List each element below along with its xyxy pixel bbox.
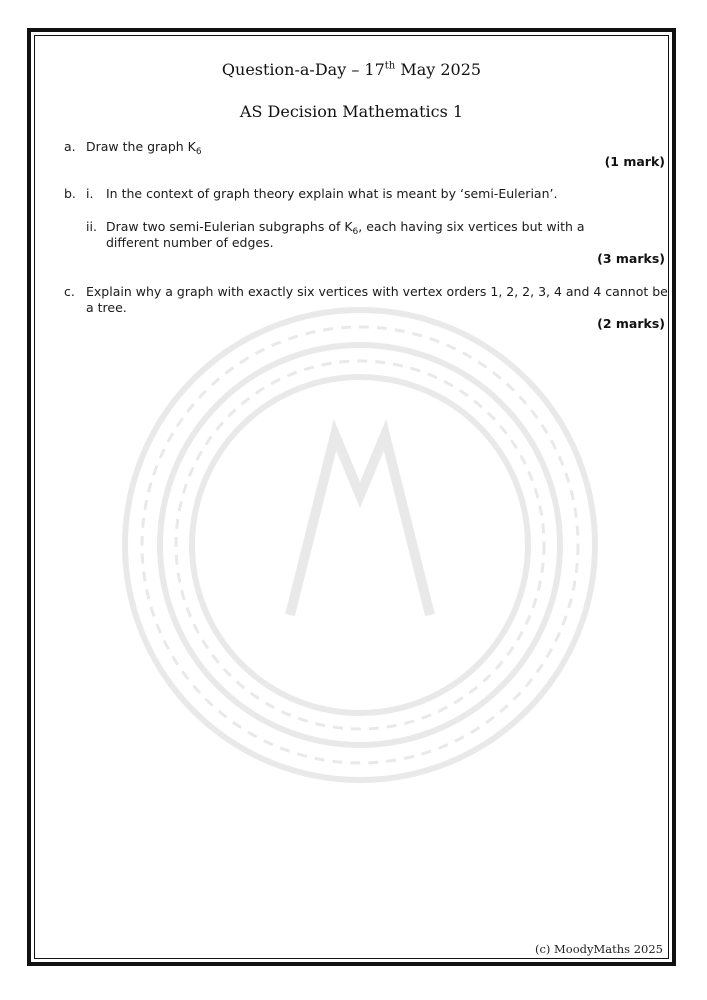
question-b-ii-label: ii. bbox=[86, 219, 97, 234]
question-a-body: Draw the graph K bbox=[86, 139, 196, 154]
footer-copyright: (c) MoodyMaths 2025 bbox=[534, 942, 663, 956]
question-a-label: a. bbox=[64, 139, 76, 154]
question-a-marks: (1 mark) bbox=[604, 154, 665, 169]
question-b-ii-body-start: Draw two semi-Eulerian subgraphs of K bbox=[106, 219, 353, 234]
page-title-subject: AS Decision Mathematics 1 bbox=[239, 102, 464, 121]
question-b-ii-body-end: , each having six vertices but with a bbox=[358, 219, 585, 234]
question-c-text-line2: a tree. bbox=[86, 300, 127, 315]
question-b-marks: (3 marks) bbox=[597, 251, 665, 266]
question-b-label: b. bbox=[64, 186, 76, 201]
title-date-suffix-th: th bbox=[384, 60, 396, 72]
page-title-date bbox=[34, 60, 669, 79]
moodymaths-watermark-logo bbox=[95, 285, 625, 805]
title-date-prefix: Question-a-Day – 17 bbox=[221, 60, 385, 79]
question-a-subscript: 6 bbox=[195, 147, 202, 157]
question-b-i-text: In the context of graph theory explain what is meant by ‘semi-Eulerian’. bbox=[106, 186, 558, 201]
question-c-label: c. bbox=[64, 284, 75, 299]
question-c-text-line1: Explain why a graph with exactly six vertices with vertex orders 1, 2, 2, 3, 4 and 4 cannot be bbox=[86, 284, 668, 299]
question-c-marks: (2 marks) bbox=[597, 316, 665, 331]
question-a-text bbox=[86, 139, 202, 160]
question-b-i-label: i. bbox=[86, 186, 94, 201]
question-b-ii-text-line2: different number of edges. bbox=[106, 235, 274, 250]
question-b-ii-subscript: 6 bbox=[352, 227, 359, 237]
title-date-month-year: May 2025 bbox=[395, 60, 482, 79]
